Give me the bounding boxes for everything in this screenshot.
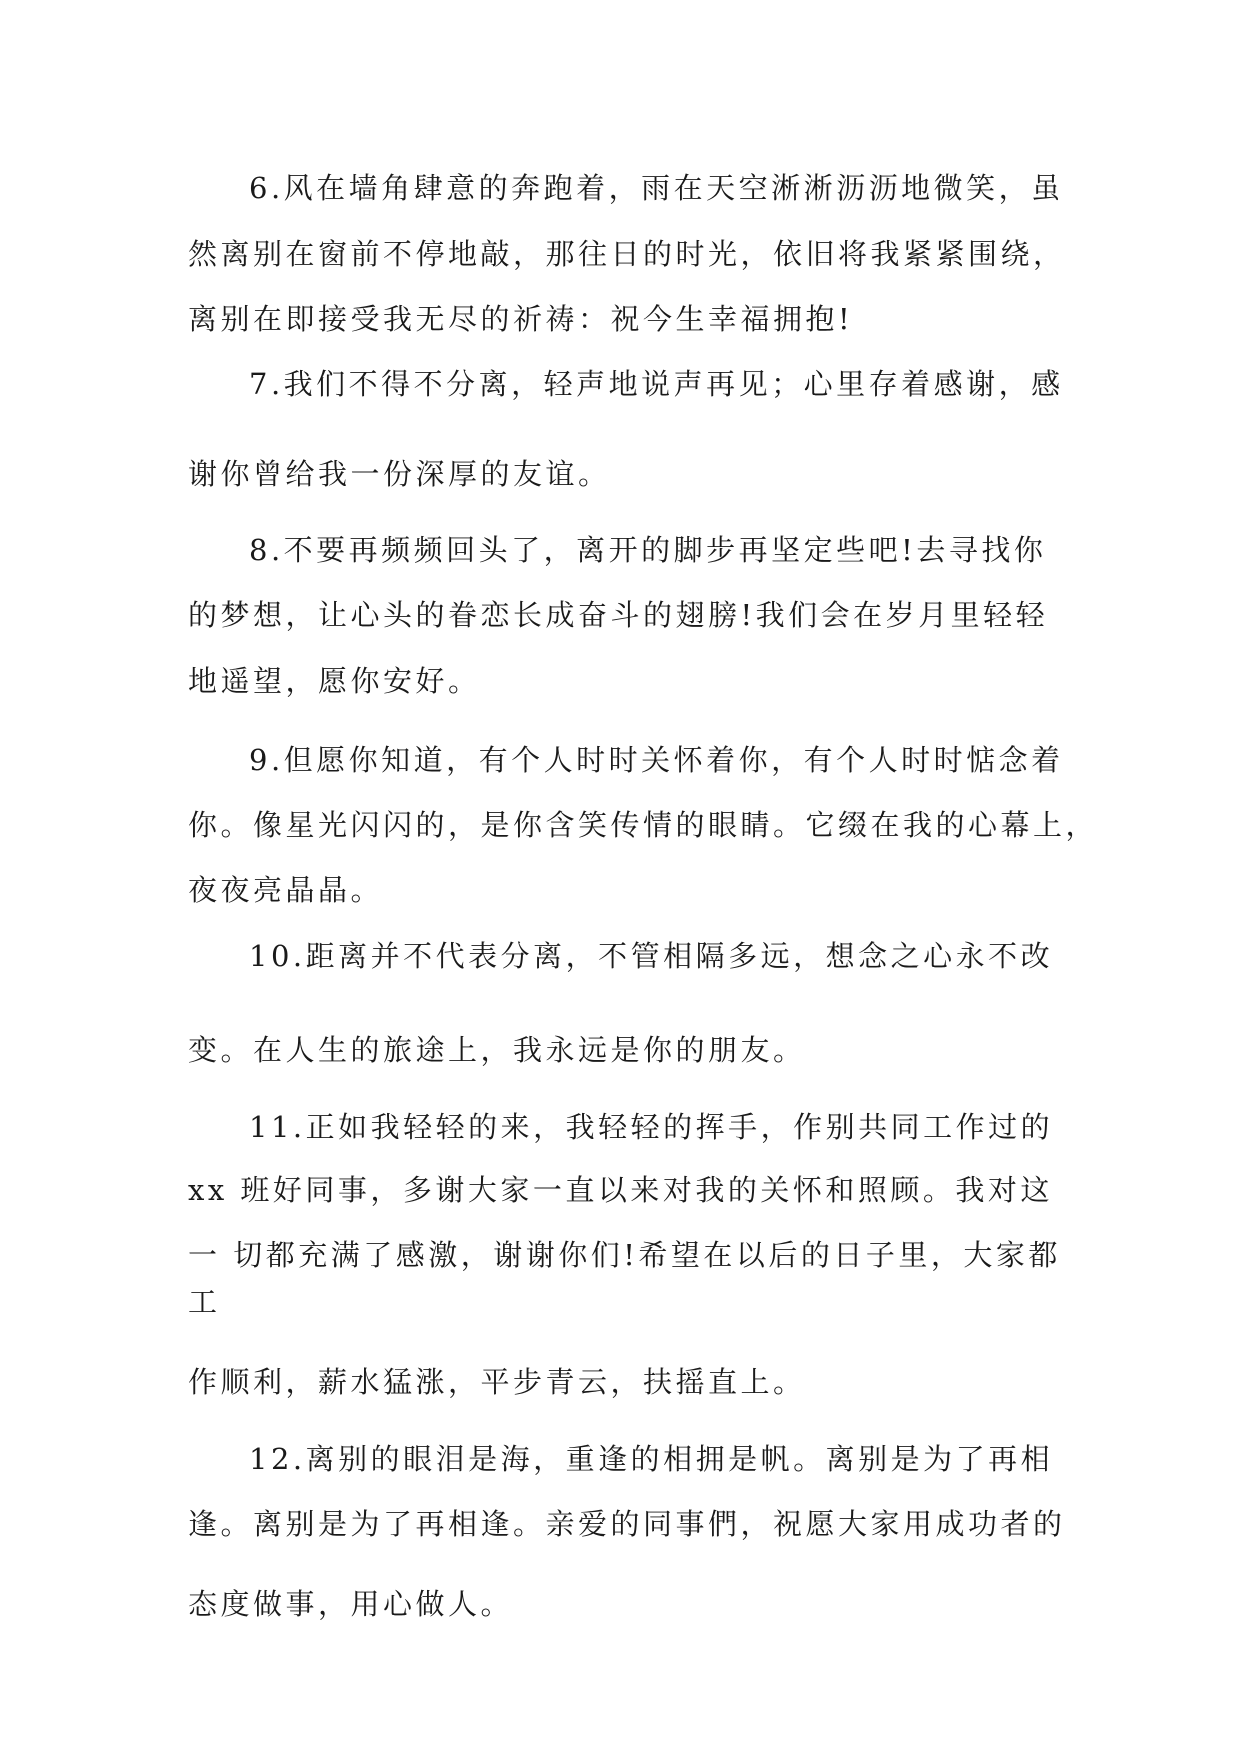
text-line: 离别在即接受我无尽的祈祷：祝今生幸福拥抱! bbox=[188, 302, 854, 336]
text-line: 态度做事，用心做人。 bbox=[188, 1587, 514, 1621]
text-line: 谢你曾给我一份深厚的友谊。 bbox=[188, 457, 611, 491]
text-line: 一 切都充满了感激，谢谢你们!希望在以后的日子里，大家都 bbox=[188, 1238, 1061, 1272]
text-line: 11.正如我轻轻的来，我轻轻的挥手，作别共同工作过的 bbox=[249, 1110, 1054, 1144]
text-line: 9.但愿你知道，有个人时时关怀着你，有个人时时惦念着 bbox=[249, 743, 1064, 777]
text-line: 逢。离别是为了再相逢。亲爱的同事們，祝愿大家用成功者的 bbox=[188, 1507, 1066, 1541]
text-line: 7.我们不得不分离，轻声地说声再见；心里存着感谢，感 bbox=[249, 367, 1064, 401]
text-line: 8.不要再频频回头了，离开的脚步再坚定些吧!去寻找你 bbox=[249, 533, 1047, 567]
text-line: 地遥望，愿你安好。 bbox=[188, 664, 481, 698]
text-line: 10.距离并不代表分离，不管相隔多远，想念之心永不改 bbox=[249, 939, 1054, 973]
text-line: 12.离别的眼泪是海，重逢的相拥是帆。离别是为了再相 bbox=[249, 1442, 1054, 1476]
text-line: xx 班好同事，多谢大家一直以来对我的关怀和照顾。我对这 bbox=[188, 1173, 1053, 1207]
text-line: 的梦想，让心头的眷恋长成奋斗的翅膀!我们会在岁月里轻轻 bbox=[188, 598, 1049, 632]
text-line: 工 bbox=[188, 1285, 221, 1319]
text-line: 然离别在窗前不停地敲，那往日的时光，依旧将我紧紧围绕， bbox=[188, 237, 1066, 271]
text-line: 作顺利，薪水猛涨，平步青云，扶摇直上。 bbox=[188, 1365, 806, 1399]
text-line: 你。像星光闪闪的，是你含笑传情的眼睛。它缀在我的心幕上， bbox=[188, 808, 1099, 842]
text-line: 变。在人生的旅途上，我永远是你的朋友。 bbox=[188, 1033, 806, 1067]
text-line: 6.风在墙角肆意的奔跑着，雨在天空淅淅沥沥地微笑，虽 bbox=[249, 171, 1064, 205]
text-line: 夜夜亮晶晶。 bbox=[188, 873, 384, 907]
